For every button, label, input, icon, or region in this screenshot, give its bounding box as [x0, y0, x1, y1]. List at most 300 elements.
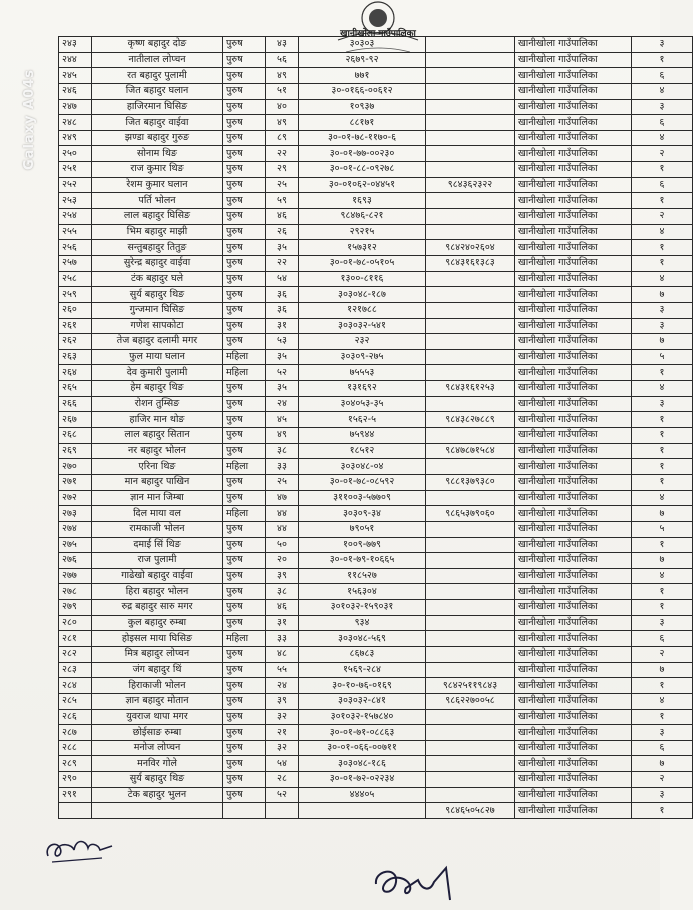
table-row — [59, 209, 693, 225]
gender-cell: पुरुष — [223, 224, 266, 240]
municipality-cell: खानीखोला गाउँपालिका — [515, 37, 632, 53]
name-cell: हाजिरमान घिसिङ — [92, 99, 223, 115]
age-cell: ४९ — [266, 428, 299, 444]
municipality-cell: खानीखोला गाउँपालिका — [515, 68, 632, 84]
phone-cell — [426, 37, 515, 53]
phone-cell — [426, 459, 515, 475]
table-row — [59, 646, 693, 662]
age-cell: ३२ — [266, 709, 299, 725]
age-cell: ५९ — [266, 193, 299, 209]
ward-cell: ३ — [632, 302, 693, 318]
gender-cell: पुरुष — [223, 115, 266, 131]
serial-number-cell: २९१ — [59, 787, 92, 803]
citizenship-number-cell: १६९३ — [299, 193, 426, 209]
gender-cell: पुरुष — [223, 756, 266, 772]
gender-cell: पुरुष — [223, 474, 266, 490]
ward-cell: १ — [632, 428, 693, 444]
name-cell: रामकाजी भोलन — [92, 521, 223, 537]
ward-cell: १ — [632, 52, 693, 68]
municipality-cell: खानीखोला गाउँपालिका — [515, 193, 632, 209]
table-row — [59, 521, 693, 537]
table-row — [59, 83, 693, 99]
camera-watermark: Galaxy A04s — [22, 69, 37, 170]
ward-cell: ४ — [632, 83, 693, 99]
phone-cell — [426, 428, 515, 444]
table-row — [59, 772, 693, 788]
phone-cell — [426, 709, 515, 725]
table-row — [59, 474, 693, 490]
citizenship-number-cell: ३०-०१-७७-००२३० — [299, 146, 426, 162]
phone-cell: ९८४२४०२६०४ — [426, 240, 515, 256]
age-cell: २२ — [266, 146, 299, 162]
name-cell: जंग बहादुर थिं — [92, 662, 223, 678]
ward-cell: १ — [632, 162, 693, 178]
phone-cell — [426, 772, 515, 788]
ward-cell: ४ — [632, 271, 693, 287]
table-row — [59, 381, 693, 397]
serial-number-cell: २७६ — [59, 553, 92, 569]
name-cell: रत बहादुर पुलामी — [92, 68, 223, 84]
gender-cell: पुरुष — [223, 725, 266, 741]
gender-cell: पुरुष — [223, 37, 266, 53]
gender-cell: महिला — [223, 631, 266, 647]
phone-cell — [426, 584, 515, 600]
age-cell: ५४ — [266, 756, 299, 772]
citizenship-number-cell: ३०३०९-२७५ — [299, 349, 426, 365]
serial-number-cell: २७४ — [59, 521, 92, 537]
table-row — [59, 318, 693, 334]
citizenship-number-cell: ३०३०९-३४ — [299, 506, 426, 522]
table-row — [59, 553, 693, 569]
ward-cell: ७ — [632, 756, 693, 772]
municipality-cell: खानीखोला गाउँपालिका — [515, 506, 632, 522]
table-row — [59, 115, 693, 131]
age-cell: ३३ — [266, 631, 299, 647]
gender-cell: पुरुष — [223, 162, 266, 178]
serial-number-cell: २५२ — [59, 177, 92, 193]
serial-number-cell: २७१ — [59, 474, 92, 490]
municipality-cell: खानीखोला गाउँपालिका — [515, 365, 632, 381]
citizenship-number-cell: १०९३७ — [299, 99, 426, 115]
citizenship-number-cell: ३११००३-५७७०९ — [299, 490, 426, 506]
ward-cell: १ — [632, 709, 693, 725]
citizenship-number-cell: ३०३०४८-१८६ — [299, 756, 426, 772]
serial-number-cell: २७९ — [59, 600, 92, 616]
citizenship-number-cell: ३०३०३२-८४१ — [299, 693, 426, 709]
citizenship-number-cell: ३०-०१-७२-०२२३४ — [299, 772, 426, 788]
ward-cell: ५ — [632, 349, 693, 365]
citizenship-number-cell: २३२ — [299, 334, 426, 350]
phone-cell — [426, 615, 515, 631]
signature-right — [368, 860, 478, 906]
phone-cell: ९८४६५०५८२७ — [426, 803, 515, 819]
municipality-cell: खानीखोला गाउँपालिका — [515, 709, 632, 725]
serial-number-cell: २८७ — [59, 725, 92, 741]
age-cell: ४९ — [266, 115, 299, 131]
gender-cell: पुरुष — [223, 334, 266, 350]
serial-number-cell: २५४ — [59, 209, 92, 225]
serial-number-cell: २७० — [59, 459, 92, 475]
age-cell: ३५ — [266, 381, 299, 397]
age-cell: ३८ — [266, 443, 299, 459]
citizenship-number-cell: १३००-८११६ — [299, 271, 426, 287]
name-cell: सुर्य बहादुर थिङ — [92, 772, 223, 788]
gender-cell: पुरुष — [223, 600, 266, 616]
phone-cell — [426, 490, 515, 506]
municipality-cell: खानीखोला गाउँपालिका — [515, 584, 632, 600]
signature-left — [42, 828, 122, 868]
name-cell: सुरेन्द्र बहादुर वाईवा — [92, 255, 223, 271]
name-cell: सोनाम थिङ — [92, 146, 223, 162]
ward-cell: १ — [632, 600, 693, 616]
ward-cell: १ — [632, 678, 693, 694]
gender-cell: पुरुष — [223, 318, 266, 334]
name-cell: ज्ञान बहादुर मोतान — [92, 693, 223, 709]
table-row — [59, 302, 693, 318]
gender-cell: पुरुष — [223, 412, 266, 428]
ward-cell: ७ — [632, 553, 693, 569]
municipality-cell: खानीखोला गाउँपालिका — [515, 443, 632, 459]
serial-number-cell: २५० — [59, 146, 92, 162]
serial-number-cell: २५५ — [59, 224, 92, 240]
ward-cell: १ — [632, 443, 693, 459]
citizenship-number-cell: १३१६९२ — [299, 381, 426, 397]
gender-cell: पुरुष — [223, 787, 266, 803]
citizenship-number-cell: ४४४०५ — [299, 787, 426, 803]
name-cell: फुल माया घलान — [92, 349, 223, 365]
municipality-cell: खानीखोला गाउँपालिका — [515, 772, 632, 788]
gender-cell: पुरुष — [223, 193, 266, 209]
table-row — [59, 568, 693, 584]
municipality-cell: खानीखोला गाउँपालिका — [515, 678, 632, 694]
serial-number-cell: २७५ — [59, 537, 92, 553]
municipality-cell: खानीखोला गाउँपालिका — [515, 600, 632, 616]
serial-number-cell: २४९ — [59, 130, 92, 146]
name-cell: दिल माया वल — [92, 506, 223, 522]
serial-number-cell — [59, 803, 92, 819]
phone-cell: ९८४३६२३२२ — [426, 177, 515, 193]
name-cell: गणेश सापकोटा — [92, 318, 223, 334]
name-cell: तेज बहादुर दलामी मगर — [92, 334, 223, 350]
ward-cell: ७ — [632, 662, 693, 678]
serial-number-cell: २४४ — [59, 52, 92, 68]
phone-cell: ९८६५३७९०६० — [426, 506, 515, 522]
municipality-cell: खानीखोला गाउँपालिका — [515, 287, 632, 303]
phone-cell — [426, 162, 515, 178]
gender-cell: पुरुष — [223, 443, 266, 459]
age-cell: ३२ — [266, 740, 299, 756]
table-row — [59, 428, 693, 444]
age-cell: ५० — [266, 537, 299, 553]
municipality-cell: खानीखोला गाउँपालिका — [515, 740, 632, 756]
ward-cell: १ — [632, 474, 693, 490]
table-row — [59, 412, 693, 428]
phone-cell — [426, 99, 515, 115]
citizenship-number-cell: १२१७८८ — [299, 302, 426, 318]
gender-cell: पुरुष — [223, 83, 266, 99]
phone-cell — [426, 396, 515, 412]
table-row — [59, 240, 693, 256]
gender-cell: पुरुष — [223, 68, 266, 84]
ward-cell: ४ — [632, 568, 693, 584]
stamp-text: खानीखोला गाउँपालिका — [340, 29, 416, 39]
age-cell: ४४ — [266, 521, 299, 537]
table-row — [59, 787, 693, 803]
table-row — [59, 224, 693, 240]
ward-cell: ४ — [632, 224, 693, 240]
phone-cell — [426, 662, 515, 678]
table-row — [59, 600, 693, 616]
citizenship-number-cell: ७५५५३ — [299, 365, 426, 381]
serial-number-cell: २८२ — [59, 646, 92, 662]
ward-cell: ६ — [632, 68, 693, 84]
name-cell: पर्ति भोलन — [92, 193, 223, 209]
citizenship-number-cell: ३०-०१-७८-०५१०५ — [299, 255, 426, 271]
ward-cell: ४ — [632, 130, 693, 146]
municipality-cell: खानीखोला गाउँपालिका — [515, 115, 632, 131]
municipality-cell: खानीखोला गाउँपालिका — [515, 83, 632, 99]
age-cell: २० — [266, 553, 299, 569]
roster-body — [59, 37, 693, 819]
name-cell: लाल बहादुर घिसिङ — [92, 209, 223, 225]
name-cell: जित बहादुर घलान — [92, 83, 223, 99]
gender-cell: पुरुष — [223, 99, 266, 115]
name-cell: एरिना थिङ — [92, 459, 223, 475]
age-cell: ३१ — [266, 318, 299, 334]
ward-cell: ५ — [632, 521, 693, 537]
serial-number-cell: २६९ — [59, 443, 92, 459]
gender-cell: पुरुष — [223, 553, 266, 569]
citizenship-number-cell: ३०-१०-७६-०१६९ — [299, 678, 426, 694]
gender-cell: पुरुष — [223, 740, 266, 756]
phone-cell — [426, 52, 515, 68]
table-row — [59, 803, 693, 819]
citizenship-number-cell: ३०-०१-८८-०९२७८ — [299, 162, 426, 178]
phone-cell — [426, 740, 515, 756]
phone-cell: ९८४३८२७८८९ — [426, 412, 515, 428]
citizenship-number-cell: ३०-०१-७८-०८५९२ — [299, 474, 426, 490]
municipality-cell: खानीखोला गाउँपालिका — [515, 662, 632, 678]
table-row — [59, 615, 693, 631]
table-row — [59, 631, 693, 647]
gender-cell: पुरुष — [223, 646, 266, 662]
table-row — [59, 37, 693, 53]
name-cell: नातीलाल लोप्चन — [92, 52, 223, 68]
phone-cell — [426, 271, 515, 287]
municipality-cell: खानीखोला गाउँपालिका — [515, 693, 632, 709]
phone-cell: ९८४७८७१५८४ — [426, 443, 515, 459]
citizenship-number-cell: ३०३०४८-५६९ — [299, 631, 426, 647]
phone-cell — [426, 130, 515, 146]
age-cell: ४७ — [266, 490, 299, 506]
ward-cell: ४ — [632, 693, 693, 709]
municipality-cell: खानीखोला गाउँपालिका — [515, 271, 632, 287]
age-cell: ३६ — [266, 287, 299, 303]
ward-cell: १ — [632, 412, 693, 428]
gender-cell: पुरुष — [223, 521, 266, 537]
gender-cell: पुरुष — [223, 381, 266, 397]
municipality-cell: खानीखोला गाउँपालिका — [515, 99, 632, 115]
serial-number-cell: २६१ — [59, 318, 92, 334]
gender-cell: महिला — [223, 349, 266, 365]
table-row — [59, 678, 693, 694]
phone-cell: ९८४२५११९८४३ — [426, 678, 515, 694]
ward-cell: १ — [632, 365, 693, 381]
serial-number-cell: २६० — [59, 302, 92, 318]
ward-cell: १ — [632, 255, 693, 271]
gender-cell: पुरुष — [223, 287, 266, 303]
citizenship-number-cell: १५६९-२८४ — [299, 662, 426, 678]
name-cell: टेक बहादुर भुलन — [92, 787, 223, 803]
serial-number-cell: २४५ — [59, 68, 92, 84]
gender-cell: पुरुष — [223, 678, 266, 694]
municipality-cell: खानीखोला गाउँपालिका — [515, 52, 632, 68]
ward-cell: १ — [632, 459, 693, 475]
municipality-cell: खानीखोला गाउँपालिका — [515, 162, 632, 178]
table-row — [59, 365, 693, 381]
table-row — [59, 537, 693, 553]
age-cell: ४९ — [266, 68, 299, 84]
table-row — [59, 162, 693, 178]
citizenship-number-cell: २६७९-९२ — [299, 52, 426, 68]
ward-cell: ३ — [632, 99, 693, 115]
municipality-cell: खानीखोला गाउँपालिका — [515, 209, 632, 225]
serial-number-cell: २७७ — [59, 568, 92, 584]
gender-cell: पुरुष — [223, 584, 266, 600]
serial-number-cell: २५९ — [59, 287, 92, 303]
serial-number-cell: २५८ — [59, 271, 92, 287]
ward-cell: ७ — [632, 334, 693, 350]
age-cell: ३९ — [266, 568, 299, 584]
gender-cell: पुरुष — [223, 271, 266, 287]
name-cell: मान बहादुर पाखिन — [92, 474, 223, 490]
citizenship-number-cell: ७५९४४ — [299, 428, 426, 444]
gender-cell: पुरुष — [223, 302, 266, 318]
citizenship-number-cell: ८६७८३ — [299, 646, 426, 662]
citizenship-number-cell: ७९०५१ — [299, 521, 426, 537]
table-row — [59, 68, 693, 84]
municipality-cell: खानीखोला गाउँपालिका — [515, 787, 632, 803]
phone-cell — [426, 209, 515, 225]
table-row — [59, 662, 693, 678]
age-cell: २२ — [266, 255, 299, 271]
phone-cell — [426, 600, 515, 616]
phone-cell — [426, 334, 515, 350]
citizenship-number-cell: ९८४७६-८२१ — [299, 209, 426, 225]
table-row — [59, 725, 693, 741]
phone-cell — [426, 537, 515, 553]
serial-number-cell: २७२ — [59, 490, 92, 506]
age-cell: २४ — [266, 396, 299, 412]
phone-cell — [426, 631, 515, 647]
gender-cell: पुरुष — [223, 146, 266, 162]
ward-cell: ४ — [632, 381, 693, 397]
gender-cell: पुरुष — [223, 615, 266, 631]
ward-cell: ३ — [632, 725, 693, 741]
citizenship-number-cell: ३०-०१-०६६-००७११ — [299, 740, 426, 756]
serial-number-cell: २५१ — [59, 162, 92, 178]
municipality-cell: खानीखोला गाउँपालिका — [515, 553, 632, 569]
citizenship-number-cell: ३०-०१०६२-०४४५१ — [299, 177, 426, 193]
ward-cell: ६ — [632, 177, 693, 193]
age-cell: २६ — [266, 224, 299, 240]
serial-number-cell: २९० — [59, 772, 92, 788]
name-cell: जित बहादुर वाईवा — [92, 115, 223, 131]
municipality-cell: खानीखोला गाउँपालिका — [515, 146, 632, 162]
ward-cell: ४ — [632, 490, 693, 506]
table-row — [59, 130, 693, 146]
phone-cell — [426, 287, 515, 303]
citizenship-number-cell: ३०३०३२-५४१ — [299, 318, 426, 334]
age-cell: ८९ — [266, 130, 299, 146]
age-cell: ५२ — [266, 365, 299, 381]
age-cell: ३५ — [266, 240, 299, 256]
serial-number-cell: २८८ — [59, 740, 92, 756]
gender-cell — [223, 803, 266, 819]
citizenship-number-cell: १५६३०४ — [299, 584, 426, 600]
phone-cell — [426, 193, 515, 209]
age-cell: ५४ — [266, 271, 299, 287]
citizenship-number-cell: ३०४०५३-३५ — [299, 396, 426, 412]
gender-cell: पुरुष — [223, 709, 266, 725]
table-row — [59, 490, 693, 506]
ward-cell: ७ — [632, 287, 693, 303]
name-cell: राज कुमार थिङ — [92, 162, 223, 178]
serial-number-cell: २८३ — [59, 662, 92, 678]
phone-cell — [426, 365, 515, 381]
citizenship-number-cell: ७७१ — [299, 68, 426, 84]
gender-cell: पुरुष — [223, 240, 266, 256]
serial-number-cell: २८१ — [59, 631, 92, 647]
name-cell: नर बहादुर भोलन — [92, 443, 223, 459]
age-cell: २५ — [266, 474, 299, 490]
phone-cell — [426, 646, 515, 662]
gender-cell: पुरुष — [223, 693, 266, 709]
municipality-cell: खानीखोला गाउँपालिका — [515, 302, 632, 318]
phone-cell — [426, 83, 515, 99]
ward-cell: ७ — [632, 506, 693, 522]
municipality-cell: खानीखोला गाउँपालिका — [515, 318, 632, 334]
municipality-cell: खानीखोला गाउँपालिका — [515, 349, 632, 365]
age-cell — [266, 803, 299, 819]
age-cell: ४८ — [266, 646, 299, 662]
age-cell: ३३ — [266, 459, 299, 475]
table-row — [59, 459, 693, 475]
phone-cell — [426, 756, 515, 772]
citizenship-number-cell: ३०-०१-७१-०८८६३ — [299, 725, 426, 741]
table-row — [59, 255, 693, 271]
serial-number-cell: २८४ — [59, 678, 92, 694]
name-cell: सन्तुबहादुर तितुङ — [92, 240, 223, 256]
name-cell: मनोज लोप्चन — [92, 740, 223, 756]
age-cell: ३६ — [266, 302, 299, 318]
municipality-cell: खानीखोला गाउँपालिका — [515, 412, 632, 428]
name-cell: लाल बहादुर सितान — [92, 428, 223, 444]
name-cell: युवराज थापा मगर — [92, 709, 223, 725]
phone-cell — [426, 349, 515, 365]
gender-cell: पुरुष — [223, 209, 266, 225]
serial-number-cell: २८६ — [59, 709, 92, 725]
municipality-cell: खानीखोला गाउँपालिका — [515, 615, 632, 631]
serial-number-cell: २८० — [59, 615, 92, 631]
gender-cell: पुरुष — [223, 177, 266, 193]
municipality-cell: खानीखोला गाउँपालिका — [515, 725, 632, 741]
municipality-cell: खानीखोला गाउँपालिका — [515, 177, 632, 193]
serial-number-cell: २६७ — [59, 412, 92, 428]
gender-cell: महिला — [223, 506, 266, 522]
name-cell: गुन्जमान घिसिङ — [92, 302, 223, 318]
name-cell: मनविर गोले — [92, 756, 223, 772]
